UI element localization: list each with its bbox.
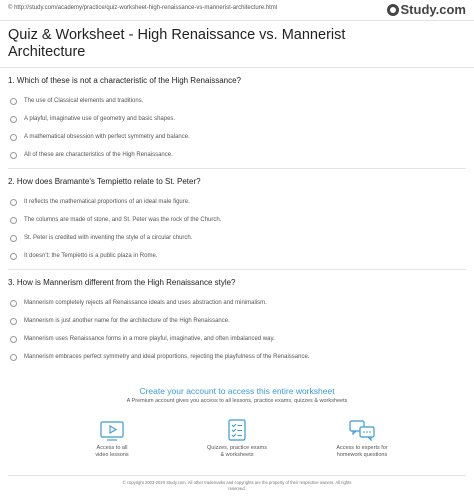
radio-icon[interactable] [10,300,17,307]
radio-icon[interactable] [10,116,17,123]
question-2 [0,177,474,270]
question-title: 1. Which of these is not a characteristic of the High Renaissance? [8,76,242,85]
answer-text: A playful, imaginative use of geometry and basic shapes. [24,116,176,122]
title-divider [0,67,474,68]
radio-icon[interactable] [10,134,17,141]
study-logo-icon [387,4,399,16]
answer-option[interactable] [8,110,466,128]
answer-text: A mathematical obsession with perfect symmetry and balance. [24,134,190,140]
video-icon [98,418,126,442]
quiz-icon [223,418,251,442]
footer-divider [8,475,466,476]
radio-icon[interactable] [10,253,17,260]
answer-option[interactable] [8,193,466,211]
page-url: © http://study.com/academy/practice/quiz-worksheet-high-renaissance-vs-mannerist-architecture.html [8,5,278,11]
answer-text: The use of Classical elements and traditions. [24,98,144,104]
footer [0,480,474,491]
answer-text: Mannerism uses Renaissance forms in a more playful, imaginative, and often imbalanced way. [24,336,275,342]
radio-icon[interactable] [10,98,17,105]
feature-video-lessons [72,418,152,459]
answer-text: Mannerism embraces perfect symmetry and ideal proportions, rejecting the playfulness of the Renaissance. [24,354,310,360]
feature-experts [322,418,402,459]
radio-icon[interactable] [10,336,17,343]
question-1 [0,76,474,169]
answer-text: Mannerism completely rejects all Renaissance ideals and uses abstraction and minimalism. [24,300,267,306]
cta-subtitle: A Premium account gives you access to all lessons, practice exams, quizzes & worksheets [126,398,348,404]
copyright-line1: © copyright 2003-2020 Study.com. All other trademarks and copyrights are the property of their respective owners. All rights [122,480,352,485]
copyright-line2: reserved. [228,485,246,491]
feature-label: Quizzes, practice exams & worksheets [207,445,267,458]
answer-option[interactable] [8,128,466,146]
study-logo[interactable] [387,2,467,17]
answer-option[interactable] [8,211,466,229]
answer-option[interactable] [8,312,466,330]
feature-label: Access to experts for homework questions [336,445,388,458]
question-title: 2. How does Bramante's Tempietto relate to St. Peter? [8,177,201,186]
top-bar [0,0,474,21]
question-3 [0,278,474,366]
radio-icon[interactable] [10,318,17,325]
answer-option[interactable] [8,247,466,265]
radio-icon[interactable] [10,199,17,206]
chat-icon [348,418,376,442]
answer-text: St. Peter is credited with inventing the style of a circular church. [24,235,193,241]
feature-label: Access to all video lessons [95,445,129,458]
answer-option[interactable] [8,348,466,366]
question-divider [8,168,466,169]
radio-icon[interactable] [10,354,17,361]
feature-list [0,418,474,459]
page-title [0,21,474,61]
radio-icon[interactable] [10,152,17,159]
answer-text: It reflects the mathematical proportions of an ideal male figure. [24,199,190,205]
answer-text: It doesn't; the Tempietto is a public plaza in Rome. [24,253,158,259]
answer-option[interactable] [8,92,466,110]
question-divider [8,269,466,270]
premium-cta [0,386,474,459]
cta-title[interactable]: Create your account to access this entire worksheet [139,386,335,396]
answer-text: Mannerism is just another name for the architecture of the High Renaissance. [24,318,230,324]
question-title: 3. How is Mannerism different from the High Renaissance style? [8,278,236,287]
answer-option[interactable] [8,146,466,164]
radio-icon[interactable] [10,235,17,242]
page-title-line2: Architecture [8,44,86,60]
answer-option[interactable] [8,229,466,247]
radio-icon[interactable] [10,217,17,224]
page-title-line1: Quiz & Worksheet - High Renaissance vs. Mannerist [8,27,346,43]
feature-quizzes [197,418,277,459]
logo-text: Study.com [400,2,466,17]
answer-option[interactable] [8,294,466,312]
answer-text: All of these are characteristics of the High Renaissance. [24,152,173,158]
answer-text: The columns are made of stone, and St. Peter was the rock of the Church. [24,217,222,223]
answer-option[interactable] [8,330,466,348]
